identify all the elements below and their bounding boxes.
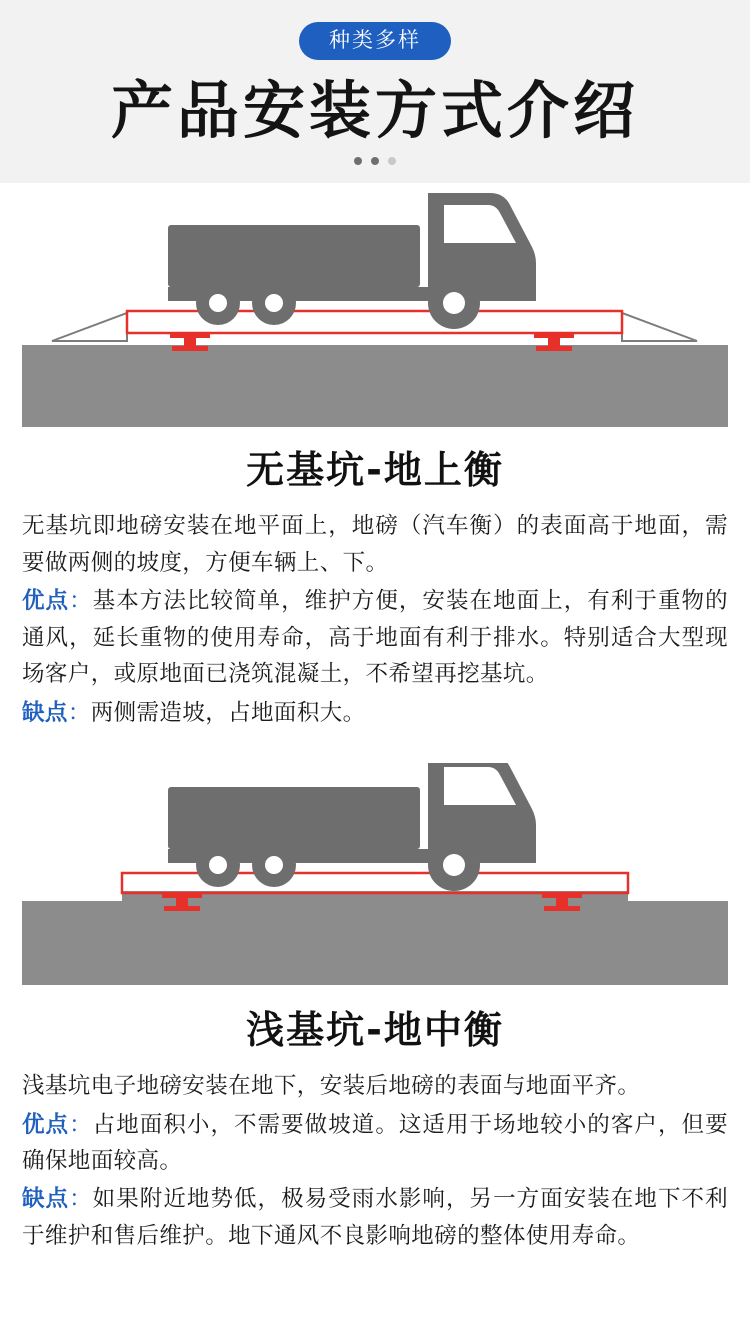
carousel-dots[interactable] [0, 157, 750, 165]
ground-block-with-pit [22, 891, 728, 985]
section-pit-type-scale [0, 763, 750, 1254]
carousel-dot-3[interactable] [388, 157, 396, 165]
truck-on-pit-type-scale-diagram [22, 763, 728, 993]
section-2-title: 浅基坑-地中衡 [246, 1008, 504, 1053]
pros-sep-2: ： [69, 1111, 93, 1137]
section-1-pros [22, 583, 728, 692]
cons-sep-1: ： [67, 699, 91, 725]
load-cell-left [170, 333, 210, 351]
section-2-pros [22, 1107, 728, 1180]
cons-sep-2: ： [69, 1186, 93, 1212]
cons-label-2: 缺点 [22, 1186, 70, 1212]
section-2-cons [22, 1181, 728, 1254]
section-1-title: 无基坑-地上衡 [246, 448, 504, 493]
truck-on-above-ground-scale-diagram [22, 183, 728, 433]
pros-sep-1: ： [69, 588, 93, 614]
section-2-intro: 浅基坑电子地磅安装在地下，安装后地磅的表面与地面平齐。 [22, 1073, 641, 1099]
section-1-intro: 无基坑即地磅安装在地平面上，地磅（汽车衡）的表面高于地面，需要做两侧的坡度，方便车辆上、下。 [22, 513, 728, 575]
section-above-ground-scale [0, 183, 750, 731]
cons-text-2: 如果附近地势低，极易受雨水影响，另一方面安装在地下不利于维护和售后维护。地下通风不良影响地磅的整体使用寿命。 [22, 1186, 728, 1248]
carousel-dot-2[interactable] [371, 157, 379, 165]
right-ramp [622, 313, 697, 341]
left-ramp [52, 313, 127, 341]
section-divider-space [0, 733, 750, 763]
load-cell-right [534, 333, 574, 351]
pros-label-1: 优点 [22, 588, 70, 614]
pros-label-2: 优点 [22, 1111, 70, 1137]
page-header [0, 0, 750, 183]
pros-text-2: 占地面积小，不需要做坡道。这适用于场地较小的客户，但要确保地面较高。 [22, 1111, 728, 1173]
cons-label-1: 缺点 [22, 699, 68, 725]
pros-text-1: 基本方法比较简单，维护方便，安装在地面上，有利于重物的通风，延长重物的使用寿命，高于地面有利于排水。特别适合大型现场客户，或原地面已浇筑混凝土，不希望再挖基坑。 [22, 588, 728, 687]
scale-platform-outline [122, 873, 628, 893]
section-1-cons [22, 695, 728, 731]
page-title: 产品安装方式介绍 [110, 74, 639, 147]
category-badge: 种类多样 [299, 22, 451, 60]
cons-text-1: 两侧需造坡，占地面积大。 [90, 699, 366, 725]
ground-block [22, 345, 728, 427]
carousel-dot-1[interactable] [354, 157, 362, 165]
